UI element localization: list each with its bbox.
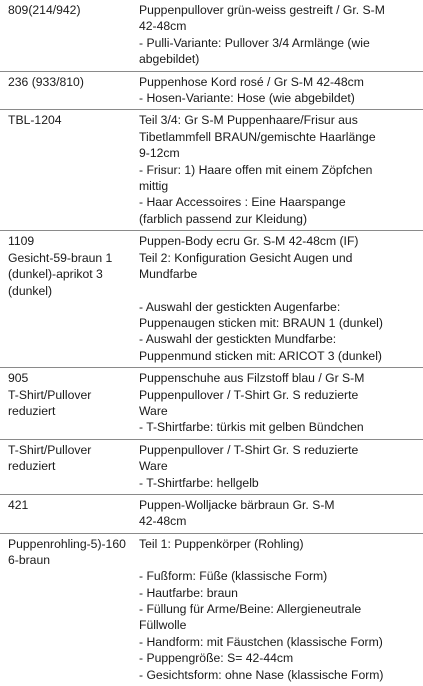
item-description xyxy=(139,231,423,367)
description-line: 9-12cm xyxy=(139,146,180,161)
description-line: Ware xyxy=(139,459,168,474)
table-row xyxy=(0,495,423,534)
item-code: 1109 Gesicht-59-braun 1 (dunkel)-aprikot 3 (dunkel) xyxy=(8,234,113,298)
item-code: 236 (933/810) xyxy=(8,74,84,89)
description-line: Tibetlammfell BRAUN/gemischte Haarlänge xyxy=(139,129,376,144)
item-description xyxy=(139,495,423,533)
description-line: Puppenpullover / T-Shirt Gr. S reduzierte xyxy=(139,442,359,457)
item-description xyxy=(139,368,423,439)
item-description xyxy=(139,110,423,230)
item-description xyxy=(139,0,423,71)
description-line: Teil 2: Konfiguration Gesicht Augen und xyxy=(139,250,353,265)
description-line: Mundfarbe xyxy=(139,267,198,282)
item-code: Puppenrohling-5)-160 6-braun xyxy=(8,536,126,568)
description-line: Puppenmund sticken mit: ARICOT 3 (dunkel) xyxy=(139,348,382,363)
description-line: Teil 3/4: Gr S-M Puppenhaare/Frisur aus xyxy=(139,113,358,128)
description-line: - Füllung für Arme/Beine: Allergieneutrale xyxy=(139,602,362,616)
description-line: - Puppengröße: S= 42-44cm xyxy=(139,651,294,666)
description-line: - Gesichtsform: ohne Nase (klassische Form) xyxy=(139,667,384,682)
description-line: Teil 1: Puppenkörper (Rohling) xyxy=(139,536,304,551)
description-line: mittig xyxy=(139,179,169,194)
description-line: (farblich passend zur Kleidung) xyxy=(139,211,308,226)
description-line: - Hautfarbe: braun xyxy=(139,585,238,600)
table-row xyxy=(0,72,423,111)
description-line: Füllwolle xyxy=(139,618,187,633)
item-code: 809(214/942) xyxy=(8,3,81,17)
table-row xyxy=(0,110,423,231)
description-line: Ware xyxy=(139,403,168,418)
description-line: Puppen-Body ecru Gr. S-M 42-48cm (IF) xyxy=(139,234,359,249)
item-description xyxy=(139,440,423,494)
description-line: Puppenschuhe aus Filzstoff blau / Gr S-M xyxy=(139,371,365,386)
description-line: Puppenaugen sticken mit: BRAUN 1 (dunkel) xyxy=(139,315,383,330)
description-line: 42-48cm xyxy=(139,19,187,34)
description-line: Puppenpullover grün-weiss gestreift / Gr. S-M xyxy=(139,3,385,17)
description-line: 42-48cm xyxy=(139,514,187,529)
table-row xyxy=(0,231,423,368)
description-line: Puppen-Wolljacke bärbraun Gr. S-M xyxy=(139,497,335,512)
item-code: 421 xyxy=(8,497,29,512)
table-row xyxy=(0,534,423,686)
description-line: - T-Shirtfarbe: türkis mit gelben Bündchen xyxy=(139,420,364,435)
description-line: - Frisur: 1) Haare offen mit einem Zöpfchen xyxy=(139,162,373,177)
description-line xyxy=(139,552,419,568)
item-description xyxy=(139,534,423,686)
description-line: - Haar Accessoires : Eine Haarspange xyxy=(139,195,346,210)
description-line: - Handform: mit Fäustchen (klassische Form) xyxy=(139,634,383,649)
item-code: T-Shirt/Pullover reduziert xyxy=(8,442,92,474)
item-description xyxy=(139,72,423,110)
description-line: Puppenhose Kord rosé / Gr S-M 42-48cm xyxy=(139,74,364,89)
description-line: - Auswahl der gestickten Mundfarbe: xyxy=(139,332,337,347)
table-row xyxy=(0,0,423,72)
item-code: 905 T-Shirt/Pullover reduziert xyxy=(8,371,92,418)
table-row xyxy=(0,440,423,495)
description-line: - Pulli-Variante: Pullover 3/4 Armlänge (wie xyxy=(139,35,370,50)
description-line: - T-Shirtfarbe: hellgelb xyxy=(139,475,259,490)
description-line xyxy=(139,283,419,299)
description-line: - Auswahl der gestickten Augenfarbe: xyxy=(139,299,341,314)
description-line: abgebildet) xyxy=(139,52,200,67)
description-line: - Fußform: Füße (klassische Form) xyxy=(139,569,328,584)
description-line: Puppenpullover / T-Shirt Gr. S reduzierte xyxy=(139,387,359,402)
description-line: - Hosen-Variante: Hose (wie abgebildet) xyxy=(139,91,355,106)
table-row xyxy=(0,368,423,440)
item-code: TBL-1204 xyxy=(8,113,62,128)
